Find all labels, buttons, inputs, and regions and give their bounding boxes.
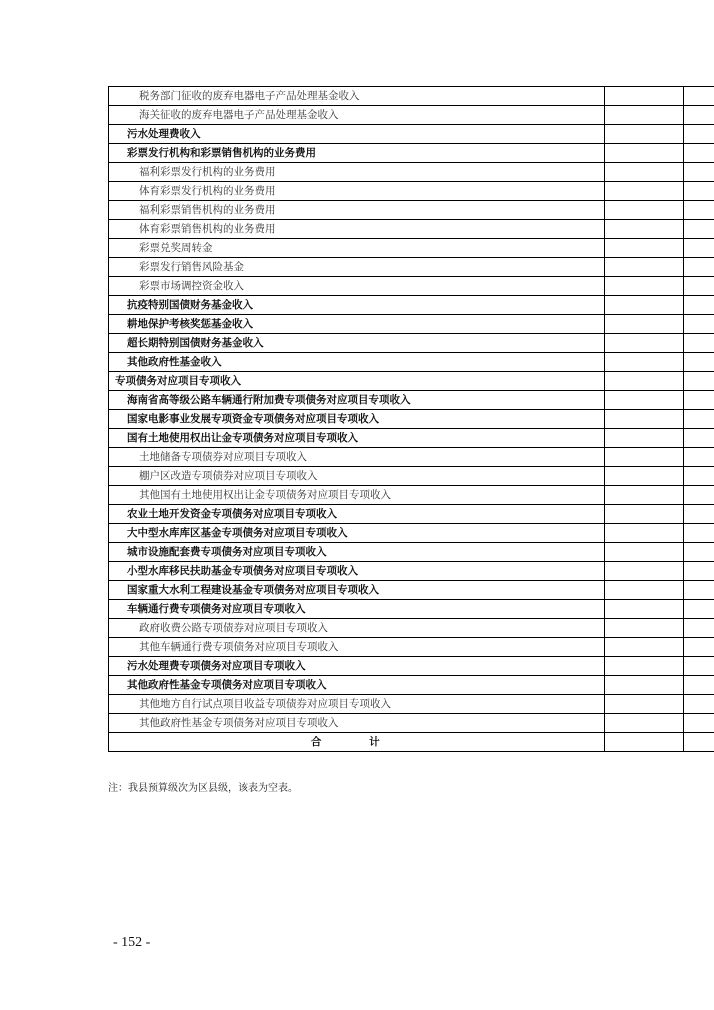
row-value-cell-2 (683, 144, 714, 163)
table-row (109, 125, 714, 144)
row-value-cell-2 (683, 201, 714, 220)
row-value-cell-2 (683, 163, 714, 182)
table-row (109, 277, 714, 296)
row-value-cell-2 (683, 467, 714, 486)
row-label: 国有土地使用权出让金专项债务对应项目专项收入 (109, 429, 605, 448)
row-value-cell-2 (683, 581, 714, 600)
row-value-cell (604, 562, 683, 581)
table-row (109, 106, 714, 125)
row-value-cell-2 (683, 486, 714, 505)
row-label: 农业土地开发资金专项债务对应项目专项收入 (109, 505, 605, 524)
row-value-cell (604, 296, 683, 315)
row-label: 车辆通行费专项债务对应项目专项收入 (109, 600, 605, 619)
row-label: 城市设施配套费专项债务对应项目专项收入 (109, 543, 605, 562)
row-value-cell-2 (683, 429, 714, 448)
row-value-cell (604, 448, 683, 467)
row-value-cell-2 (683, 562, 714, 581)
row-label: 福利彩票发行机构的业务费用 (109, 163, 605, 182)
row-label: 超长期特别国债财务基金收入 (109, 334, 605, 353)
table-row (109, 429, 714, 448)
row-label: 彩票市场调控资金收入 (109, 277, 605, 296)
row-value-cell (604, 467, 683, 486)
row-value-cell (604, 277, 683, 296)
row-value-cell (604, 391, 683, 410)
table-row (109, 258, 714, 277)
table-row (109, 657, 714, 676)
row-value-cell-2 (683, 695, 714, 714)
row-label: 国家电影事业发展专项资金专项债务对应项目专项收入 (109, 410, 605, 429)
row-label: 耕地保护考核奖惩基金收入 (109, 315, 605, 334)
row-value-cell (604, 505, 683, 524)
page-number: - 152 - (113, 935, 151, 950)
row-value-cell-2 (683, 600, 714, 619)
row-value-cell (604, 315, 683, 334)
row-value-cell (604, 258, 683, 277)
row-value-cell (604, 220, 683, 239)
table-row (109, 600, 714, 619)
row-value-cell-2 (683, 277, 714, 296)
row-label: 其他政府性基金专项债务对应项目专项收入 (109, 676, 605, 695)
row-label: 抗疫特别国债财务基金收入 (109, 296, 605, 315)
row-label: 政府收费公路专项债券对应项目专项收入 (109, 619, 605, 638)
row-value-cell-2 (683, 505, 714, 524)
table-body (109, 87, 714, 752)
row-value-cell-2 (683, 353, 714, 372)
row-label: 其他国有土地使用权出让金专项债务对应项目专项收入 (109, 486, 605, 505)
table-row (109, 486, 714, 505)
row-label: 其他地方自行试点项目收益专项债券对应项目专项收入 (109, 695, 605, 714)
row-value-cell (604, 163, 683, 182)
row-value-cell (604, 429, 683, 448)
fund-income-table (108, 86, 714, 752)
row-label: 大中型水库库区基金专项债务对应项目专项收入 (109, 524, 605, 543)
table-row (109, 87, 714, 106)
row-value-cell-2 (683, 87, 714, 106)
row-value-cell (604, 182, 683, 201)
table-row (109, 448, 714, 467)
row-value-cell-2 (683, 543, 714, 562)
row-value-cell-2 (683, 619, 714, 638)
row-value-cell (604, 600, 683, 619)
row-value-cell-2 (683, 125, 714, 144)
row-value-cell-2 (683, 676, 714, 695)
table-row (109, 467, 714, 486)
row-label: 福利彩票销售机构的业务费用 (109, 201, 605, 220)
table-row (109, 296, 714, 315)
row-label: 其他政府性基金收入 (109, 353, 605, 372)
row-value-cell-2 (683, 657, 714, 676)
row-value-cell (604, 372, 683, 391)
row-value-cell (604, 714, 683, 733)
row-value-cell (604, 106, 683, 125)
row-label: 其他政府性基金专项债务对应项目专项收入 (109, 714, 605, 733)
row-value-cell (604, 524, 683, 543)
table-row (109, 543, 714, 562)
total-row (109, 733, 714, 752)
row-value-cell-2 (683, 372, 714, 391)
table-row (109, 315, 714, 334)
table-row (109, 714, 714, 733)
row-value-cell-2 (683, 638, 714, 657)
row-value-cell-2 (683, 258, 714, 277)
row-label: 彩票发行销售风险基金 (109, 258, 605, 277)
row-label: 其他车辆通行费专项债务对应项目专项收入 (109, 638, 605, 657)
table-row (109, 353, 714, 372)
row-value-cell (604, 144, 683, 163)
table-note: 注：我县预算级次为区县级，该表为空表。 (108, 783, 298, 794)
row-value-cell (604, 676, 683, 695)
row-label: 棚户区改造专项债券对应项目专项收入 (109, 467, 605, 486)
total-value-cell (604, 733, 683, 752)
row-value-cell (604, 695, 683, 714)
table-row (109, 239, 714, 258)
row-value-cell (604, 353, 683, 372)
table-row (109, 524, 714, 543)
row-value-cell (604, 87, 683, 106)
row-value-cell-2 (683, 448, 714, 467)
table-row (109, 619, 714, 638)
row-value-cell-2 (683, 391, 714, 410)
row-value-cell (604, 543, 683, 562)
table-row (109, 372, 714, 391)
row-value-cell-2 (683, 296, 714, 315)
row-value-cell-2 (683, 106, 714, 125)
row-value-cell (604, 125, 683, 144)
row-value-cell (604, 619, 683, 638)
table-row (109, 334, 714, 353)
row-value-cell (604, 201, 683, 220)
row-label: 体育彩票销售机构的业务费用 (109, 220, 605, 239)
row-value-cell-2 (683, 239, 714, 258)
row-value-cell-2 (683, 315, 714, 334)
row-value-cell-2 (683, 714, 714, 733)
row-label: 国家重大水利工程建设基金专项债务对应项目专项收入 (109, 581, 605, 600)
row-label: 污水处理费收入 (109, 125, 605, 144)
row-value-cell-2 (683, 334, 714, 353)
table-row (109, 163, 714, 182)
table-row (109, 391, 714, 410)
row-label: 海南省高等级公路车辆通行附加费专项债务对应项目专项收入 (109, 391, 605, 410)
table-row (109, 201, 714, 220)
row-label: 彩票发行机构和彩票销售机构的业务费用 (109, 144, 605, 163)
table-row (109, 505, 714, 524)
total-label: 合 计 (109, 733, 605, 752)
table-row (109, 144, 714, 163)
row-value-cell (604, 657, 683, 676)
row-value-cell (604, 334, 683, 353)
row-label: 海关征收的废弃电器电子产品处理基金收入 (109, 106, 605, 125)
table-row (109, 695, 714, 714)
table-row (109, 410, 714, 429)
table-row (109, 638, 714, 657)
row-value-cell-2 (683, 182, 714, 201)
row-label: 税务部门征收的废弃电器电子产品处理基金收入 (109, 87, 605, 106)
table-row (109, 676, 714, 695)
row-label: 专项债务对应项目专项收入 (109, 372, 605, 391)
table-row (109, 220, 714, 239)
total-value-cell-2 (683, 733, 714, 752)
row-value-cell-2 (683, 410, 714, 429)
table-row (109, 562, 714, 581)
row-value-cell (604, 486, 683, 505)
row-label: 彩票兑奖周转金 (109, 239, 605, 258)
table-row (109, 581, 714, 600)
row-value-cell-2 (683, 220, 714, 239)
row-label: 土地储备专项债券对应项目专项收入 (109, 448, 605, 467)
table-row (109, 182, 714, 201)
row-value-cell (604, 638, 683, 657)
row-value-cell (604, 410, 683, 429)
row-value-cell (604, 239, 683, 258)
row-value-cell (604, 581, 683, 600)
row-label: 小型水库移民扶助基金专项债务对应项目专项收入 (109, 562, 605, 581)
row-value-cell-2 (683, 524, 714, 543)
row-label: 污水处理费专项债务对应项目专项收入 (109, 657, 605, 676)
row-label: 体育彩票发行机构的业务费用 (109, 182, 605, 201)
